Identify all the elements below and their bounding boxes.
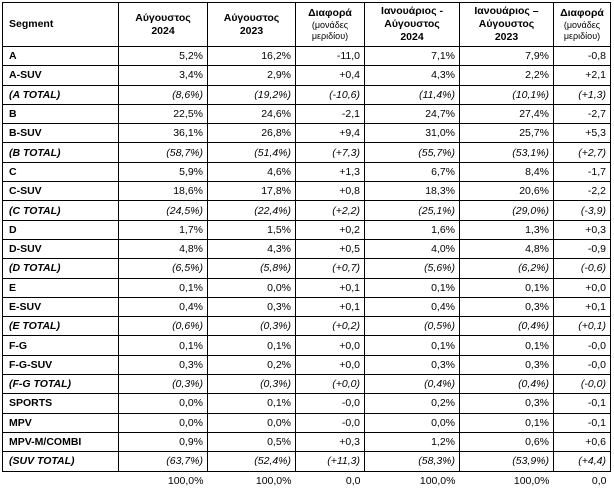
segment-label: C-SUV xyxy=(3,182,119,201)
value-cell: 17,8% xyxy=(208,182,296,201)
table-header xyxy=(3,3,611,47)
value-cell: -0,1 xyxy=(554,394,611,413)
value-cell: (0,4%) xyxy=(460,317,554,336)
table-row xyxy=(3,104,611,123)
value-cell: +0,1 xyxy=(554,297,611,316)
subtotal-row xyxy=(3,375,611,394)
value-cell: +0,0 xyxy=(296,355,365,374)
value-cell: 2,9% xyxy=(208,66,296,85)
segment-label: (E TOTAL) xyxy=(3,317,119,336)
value-cell: (+11,3) xyxy=(296,452,365,471)
value-cell: (25,1%) xyxy=(365,201,460,220)
value-cell: (0,4%) xyxy=(365,375,460,394)
value-cell: 2,2% xyxy=(460,66,554,85)
value-cell: 0,3% xyxy=(460,355,554,374)
value-cell: (+0,2) xyxy=(296,317,365,336)
value-cell: (10,1%) xyxy=(460,85,554,104)
segment-label: C xyxy=(3,162,119,181)
value-cell: +0,6 xyxy=(554,432,611,451)
value-cell: 4,3% xyxy=(365,66,460,85)
value-cell: 5,2% xyxy=(119,47,208,66)
table-row xyxy=(3,355,611,374)
table-row xyxy=(3,413,611,432)
value-cell: 100,0% xyxy=(513,474,550,487)
table-row xyxy=(3,432,611,451)
value-cell: 0,4% xyxy=(119,297,208,316)
value-cell: (51,4%) xyxy=(208,143,296,162)
value-cell: 3,4% xyxy=(119,66,208,85)
value-cell: +9,4 xyxy=(296,124,365,143)
value-cell: 0,1% xyxy=(365,278,460,297)
value-cell: -0,8 xyxy=(554,47,611,66)
value-cell: 0,3% xyxy=(460,394,554,413)
header-diff-ytd xyxy=(554,3,611,47)
value-cell: -0,0 xyxy=(554,336,611,355)
value-cell: 31,0% xyxy=(365,124,460,143)
value-cell: -0,0 xyxy=(296,413,365,432)
value-cell: 18,3% xyxy=(365,182,460,201)
header-line: Διαφορά xyxy=(560,7,604,19)
value-cell: 0,0 xyxy=(591,474,607,487)
segment-label: A-SUV xyxy=(3,66,119,85)
value-cell: (58,7%) xyxy=(119,143,208,162)
value-cell: 24,7% xyxy=(365,104,460,123)
value-cell: (0,6%) xyxy=(119,317,208,336)
header-row xyxy=(3,3,611,47)
subtotal-row xyxy=(3,317,611,336)
value-cell: -2,7 xyxy=(554,104,611,123)
value-cell: +0,0 xyxy=(554,278,611,297)
header-subline: μεριδίου) xyxy=(311,31,349,41)
segment-label: (SUV TOTAL) xyxy=(3,452,119,471)
value-cell: +0,1 xyxy=(296,278,365,297)
table-row xyxy=(3,394,611,413)
value-cell: +0,3 xyxy=(554,220,611,239)
header-subline: (μονάδες xyxy=(311,20,349,30)
value-cell: (+0,0) xyxy=(296,375,365,394)
value-cell: 1,3% xyxy=(460,220,554,239)
value-cell: (-0,0) xyxy=(554,375,611,394)
value-cell: (+0,7) xyxy=(296,259,365,278)
value-cell: 4,8% xyxy=(460,239,554,258)
value-cell: 8,4% xyxy=(460,162,554,181)
segment-label: E-SUV xyxy=(3,297,119,316)
value-cell: 0,0% xyxy=(208,413,296,432)
value-cell: 7,1% xyxy=(365,47,460,66)
value-cell: 26,8% xyxy=(208,124,296,143)
value-cell: 1,5% xyxy=(208,220,296,239)
value-cell: 0,3% xyxy=(365,355,460,374)
value-cell: 0,1% xyxy=(460,336,554,355)
value-cell: 18,6% xyxy=(119,182,208,201)
header-jan-aug-2023 xyxy=(460,3,554,47)
table-row xyxy=(3,278,611,297)
value-cell: 0,1% xyxy=(460,278,554,297)
table-body xyxy=(3,47,611,490)
header-line: Αύγουστος xyxy=(384,18,440,30)
segment-label: B xyxy=(3,104,119,123)
value-cell: (5,6%) xyxy=(365,259,460,278)
header-diff-month xyxy=(296,3,365,47)
value-cell: 0,4% xyxy=(365,297,460,316)
value-cell: (22,4%) xyxy=(208,201,296,220)
segment-label: MPV xyxy=(3,413,119,432)
value-cell: (+1,3) xyxy=(554,85,611,104)
value-cell: +0,8 xyxy=(296,182,365,201)
value-cell: 0,9% xyxy=(119,432,208,451)
value-cell: 20,6% xyxy=(460,182,554,201)
value-cell: 22,5% xyxy=(119,104,208,123)
value-cell: (53,9%) xyxy=(460,452,554,471)
value-cell: 36,1% xyxy=(119,124,208,143)
value-cell: -0,9 xyxy=(554,239,611,258)
header-line: 2024 xyxy=(400,31,424,43)
table-row xyxy=(3,239,611,258)
value-cell: 0,0% xyxy=(365,413,460,432)
value-cell: (-0,6) xyxy=(554,259,611,278)
value-cell: -2,1 xyxy=(296,104,365,123)
value-cell: -1,7 xyxy=(554,162,611,181)
value-cell: 0,3% xyxy=(208,297,296,316)
value-cell: +2,1 xyxy=(554,66,611,85)
value-cell: 24,6% xyxy=(208,104,296,123)
value-cell: 0,1% xyxy=(208,394,296,413)
segment-label: D xyxy=(3,220,119,239)
value-cell: 0,1% xyxy=(208,336,296,355)
value-cell: (63,7%) xyxy=(119,452,208,471)
segment-label: F-G xyxy=(3,336,119,355)
value-cell: 7,9% xyxy=(460,47,554,66)
value-cell: +0,5 xyxy=(296,239,365,258)
segment-label: E xyxy=(3,278,119,297)
subtotal-row xyxy=(3,259,611,278)
value-cell: +1,3 xyxy=(296,162,365,181)
value-cell: (0,5%) xyxy=(365,317,460,336)
header-subline: μεριδίου) xyxy=(563,31,601,41)
header-line: Αύγουστος xyxy=(223,11,280,24)
value-cell: 0,5% xyxy=(208,432,296,451)
value-cell: 0,2% xyxy=(365,394,460,413)
value-cell: 1,7% xyxy=(119,220,208,239)
value-cell: (+2,7) xyxy=(554,143,611,162)
segment-label: MPV-M/COMBI xyxy=(3,432,119,451)
segment-label: (C TOTAL) xyxy=(3,201,119,220)
value-cell: (11,4%) xyxy=(365,85,460,104)
subtotal-row xyxy=(3,143,611,162)
segment-label: (F-G TOTAL) xyxy=(3,375,119,394)
value-cell: +0,3 xyxy=(296,432,365,451)
table-row xyxy=(3,47,611,66)
header-line: Ιανουάριος – xyxy=(474,5,539,17)
header-line: 2023 xyxy=(239,24,264,37)
value-cell: -0,0 xyxy=(554,355,611,374)
value-cell: (+7,3) xyxy=(296,143,365,162)
value-cell: 0,0% xyxy=(119,394,208,413)
value-cell: 100,0% xyxy=(255,474,292,487)
value-cell: 4,8% xyxy=(119,239,208,258)
value-cell: 4,6% xyxy=(208,162,296,181)
value-cell: (0,4%) xyxy=(460,375,554,394)
table-row xyxy=(3,66,611,85)
value-cell: 1,2% xyxy=(365,432,460,451)
value-cell: 6,7% xyxy=(365,162,460,181)
table-row xyxy=(3,162,611,181)
value-cell: (+0,1) xyxy=(554,317,611,336)
value-cell: (5,8%) xyxy=(208,259,296,278)
value-cell: 0,1% xyxy=(119,336,208,355)
value-cell: 0,6% xyxy=(460,432,554,451)
value-cell: (53,1%) xyxy=(460,143,554,162)
value-cell: (-3,9) xyxy=(554,201,611,220)
header-jan-aug-2024 xyxy=(365,3,460,47)
header-aug-2024 xyxy=(119,3,208,47)
value-cell: 0,0% xyxy=(119,413,208,432)
value-cell: (0,3%) xyxy=(208,317,296,336)
segment-label: B-SUV xyxy=(3,124,119,143)
value-cell: (0,3%) xyxy=(208,375,296,394)
table-row xyxy=(3,124,611,143)
value-cell: 16,2% xyxy=(208,47,296,66)
value-cell: 0,1% xyxy=(365,336,460,355)
segment-label: SPORTS xyxy=(3,394,119,413)
value-cell: -2,2 xyxy=(554,182,611,201)
value-cell: -0,1 xyxy=(554,413,611,432)
table-row xyxy=(3,182,611,201)
value-cell: 0,3% xyxy=(460,297,554,316)
value-cell: (55,7%) xyxy=(365,143,460,162)
header-line: 2023 xyxy=(494,31,519,43)
segment-label: (D TOTAL) xyxy=(3,259,119,278)
value-cell: +0,0 xyxy=(296,336,365,355)
value-cell: 1,6% xyxy=(365,220,460,239)
header-line: 2024 xyxy=(151,24,175,37)
value-cell: 27,4% xyxy=(460,104,554,123)
value-cell: (0,3%) xyxy=(119,375,208,394)
value-cell: 0,1% xyxy=(119,278,208,297)
value-cell: (6,5%) xyxy=(119,259,208,278)
value-cell: +0,1 xyxy=(296,297,365,316)
value-cell: 0,2% xyxy=(208,355,296,374)
value-cell: (29,0%) xyxy=(460,201,554,220)
value-cell: +0,4 xyxy=(296,66,365,85)
value-cell: (52,4%) xyxy=(208,452,296,471)
value-cell: (58,3%) xyxy=(365,452,460,471)
header-line: Αύγουστος xyxy=(478,18,535,30)
table-row xyxy=(3,336,611,355)
subtotal-row xyxy=(3,452,611,471)
header-line: Ιανουάριος - xyxy=(381,5,443,17)
totals-row xyxy=(3,471,611,490)
value-cell: 100,0% xyxy=(419,474,456,487)
segment-label: (B TOTAL) xyxy=(3,143,119,162)
table-row xyxy=(3,297,611,316)
value-cell: (24,5%) xyxy=(119,201,208,220)
header-aug-2023 xyxy=(208,3,296,47)
value-cell: 4,0% xyxy=(365,239,460,258)
value-cell: -0,0 xyxy=(296,394,365,413)
market-share-table xyxy=(2,2,611,490)
value-cell: 100,0% xyxy=(167,474,204,487)
value-cell: (-10,6) xyxy=(296,85,365,104)
value-cell: (+4,4) xyxy=(554,452,611,471)
subtotal-row xyxy=(3,85,611,104)
value-cell: -11,0 xyxy=(296,47,365,66)
segment-label: F-G-SUV xyxy=(3,355,119,374)
segment-label xyxy=(3,471,119,490)
segment-label: (A TOTAL) xyxy=(3,85,119,104)
value-cell: (19,2%) xyxy=(208,85,296,104)
header-line: Αύγουστος xyxy=(135,11,191,24)
header-subline: (μονάδες xyxy=(563,20,601,30)
value-cell: 0,1% xyxy=(460,413,554,432)
value-cell: +5,3 xyxy=(554,124,611,143)
value-cell: 25,7% xyxy=(460,124,554,143)
value-cell: 0,0% xyxy=(208,278,296,297)
value-cell: +0,2 xyxy=(296,220,365,239)
subtotal-row xyxy=(3,201,611,220)
table-row xyxy=(3,220,611,239)
segment-label: A xyxy=(3,47,119,66)
segment-label: D-SUV xyxy=(3,239,119,258)
header-line: Διαφορά xyxy=(308,7,352,19)
value-cell: (8,6%) xyxy=(119,85,208,104)
value-cell: 4,3% xyxy=(208,239,296,258)
value-cell: 0,3% xyxy=(119,355,208,374)
header-segment: Segment xyxy=(3,3,119,47)
value-cell: (+2,2) xyxy=(296,201,365,220)
value-cell: 5,9% xyxy=(119,162,208,181)
value-cell: 0,0 xyxy=(345,474,361,487)
value-cell: (6,2%) xyxy=(460,259,554,278)
